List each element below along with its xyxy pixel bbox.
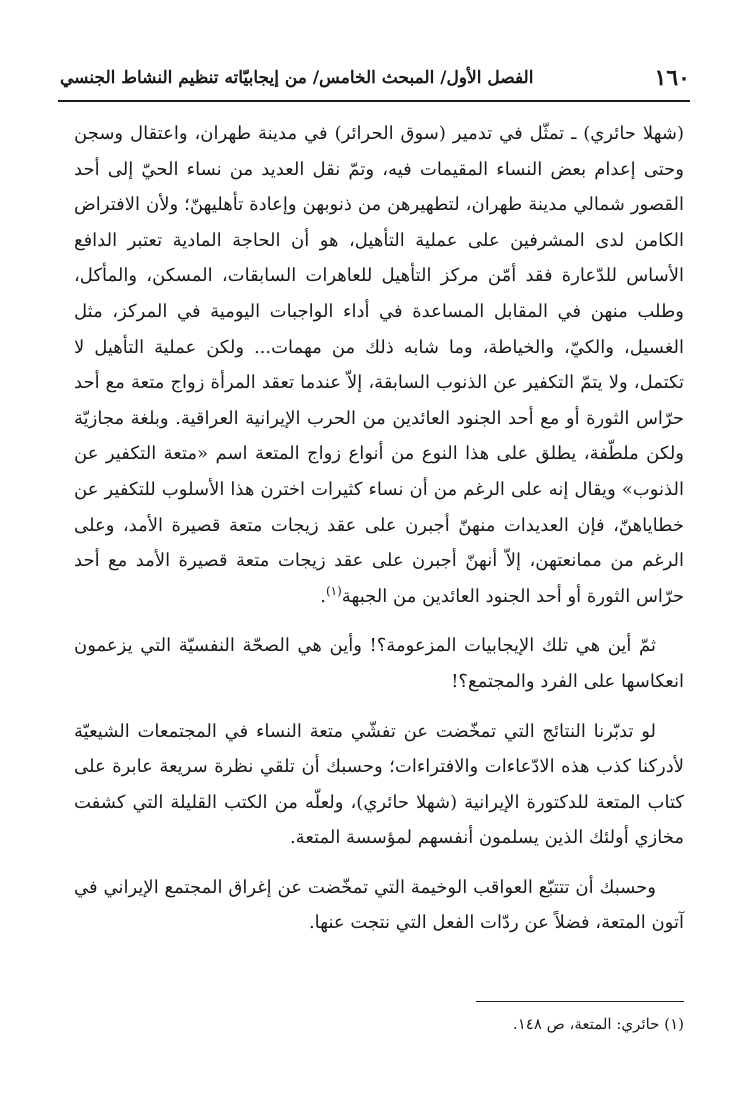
paragraph-4: وحسبك أن تتتبّع العواقب الوخيمة التي تمخّضت عن إغراق المجتمع الإيراني في آتون المتعة، فضلاً عن ردّات الفعل التي نتجت عنها. bbox=[74, 876, 684, 934]
paragraph-1-text: (شهلا حائري) ـ تمثّل في تدمير (سوق الحرائر) في مدينة طهران، واعتقال وسجن وحتى إعدام بعض النساء المقيمات فيه، وتمّ نقل العديد من نساء الحيّ إلى أحد القصور شمالي مدينة طهران، لتطهيرهن من ذنوبهن وإعادة تأهليهنّ؛ ولأن الافتراض الكامن لدى المشرفين على عملية التأهيل، هو أن الحاجة المادية تعتبر الدافع الأساس للدّعارة فقد أمّن مركز التأهيل للعاهرات السابقات، المسكن، والمأكل، وطلب منهن في المقابل المساعدة في أداء الواجبات اليومية في المركز، مثل الغسيل، والكيّ، والخياطة، وما شابه ذلك من مهمات... ولكن عملية التأهيل لا تكتمل، ولا يتمّ التكفير عن الذنوب السابقة، إلاّ عندما تعقد المرأة زواج متعة مع أحد حرّاس الثورة أو مع أحد الجنود العائدين من الحرب الإيرانية العراقية. وبلغة مجازيّة ولكن ملطّفة، يطلق على هذا النوع من أنواع زواج المتعة اسم «متعة التكفير عن الذنوب» ويقال إنه على الرغم من أن نساء كثيرات اخترن هذا الأسلوب للتكفير عن خطاياهنّ، فإن العديدات منهنّ أجبرن على عقد زيجات متعة قصيرة الأمد، وعلى الرغم من ممانعتهن، إلاّ أنهنّ أجبرن على عقد زيجات متعة قصيرة الأمد مع أحد حرّاس الثورة أو أحد الجنود العائدين من الجبهة bbox=[74, 123, 684, 607]
paragraph-2: ثمّ أين هي تلك الإيجابيات المزعومة؟! وأين هي الصحّة النفسيّة التي يزعمون انعكاسها على الفرد والمجتمع؟! bbox=[74, 635, 684, 692]
footnote-reference: (١) bbox=[325, 583, 342, 598]
page-number: ١٦٠ bbox=[654, 65, 690, 91]
paragraph-1-end: . bbox=[320, 585, 326, 607]
running-title: الفصل الأول/ المبحث الخامس/ من إيجابيّاته تنظيم النشاط الجنسي bbox=[60, 68, 534, 88]
footnote-rule bbox=[476, 1001, 684, 1002]
header-rule bbox=[58, 100, 690, 102]
footnote: (١) حائري: المتعة، ص ١٤٨. bbox=[512, 1015, 684, 1033]
page-header bbox=[60, 58, 690, 98]
paragraph-1 bbox=[74, 116, 684, 614]
main-text bbox=[74, 116, 684, 941]
paragraph-3: لو تدبّرنا النتائج التي تمخّضت عن تفشّي متعة النساء في المجتمعات الشيعيّة لأدركنا كذب هذه الادّعاءات والافتراءات؛ وحسبك أن تلقي نظرة سريعة عابرة على كتاب المتعة للدكتورة الإيرانية (شهلا حائري)، ولعلّه من الكتب القليلة التي كشفت مخازي أولئك الذين يسلمون أنفسهم لمؤسسة المتعة. bbox=[74, 720, 684, 849]
